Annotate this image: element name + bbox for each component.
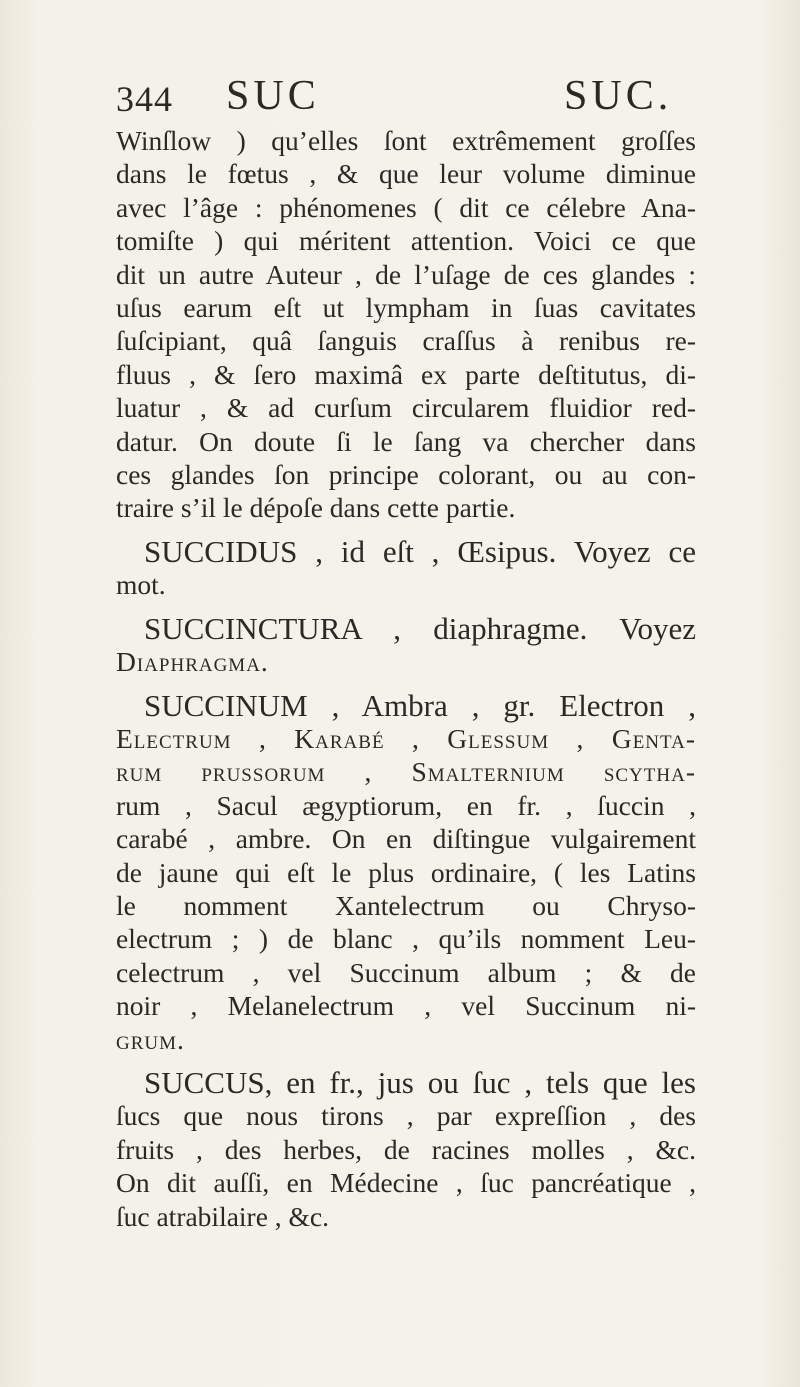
text-line: ces glandes ſon principe colorant, ou au con- [116,459,696,491]
text-line: celectrum , vel Succinum album ; & de [116,956,696,988]
text-line: dit un autre Auteur , de l’uſage de ces glandes : [116,258,696,290]
entry-succinctura [116,612,696,679]
text-line: luatur , & ad curſum circularem fluidior red- [116,392,696,424]
text-line: Diaphragma. [116,646,269,678]
text-line: fruits , des herbes, de racines molles , &c. [116,1133,696,1165]
paragraph-continuation [116,124,696,525]
text-line: fluus , & ſero maximâ ex parte deſtitutus, di- [116,358,696,390]
entry-succinum [116,689,696,1056]
page-number: 344 [116,79,173,119]
entry-headword-line: SUCCUS, en fr., jus ou ſuc , tels que les [144,1064,696,1100]
entry-headword-line: SUCCINUM , Ambra , gr. Electron , [144,687,696,723]
text-line: rum , Sacul ægyptiorum, en fr. , ſuccin , [116,789,696,821]
text-line: uſus earum eſt ut lympham in ſuas cavitates [116,292,696,324]
text-line: carabé , ambre. On en diſtingue vulgairement [116,823,696,855]
text-line: datur. On doute ſi le ſang va chercher dans [116,425,696,457]
entry-headword-line: SUCCINCTURA , diaphragme. Voyez [144,610,696,646]
text-line: Winſlow ) qu’elles ſont extrêmement groſſes [116,125,696,156]
text-line: de jaune qui eſt le plus ordinaire, ( les Latins [116,856,696,888]
entry-succidus [116,535,696,602]
text-line: tomiſte ) qui méritent attention. Voici ce que [116,225,696,257]
text-line: traire s’il le dépoſe dans cette partie. [116,492,516,524]
running-head-right: SUC. [564,73,673,119]
running-head-left: SUC [226,73,320,119]
text-line: le nomment Xantelectrum ou Chryso- [116,889,696,921]
text-line: ſucs que nous tirons , par expreſſion , des [116,1100,696,1132]
text-line: grum. [116,1023,185,1055]
text-line: avec l’âge : phénomenes ( dit ce célebre Ana- [116,191,696,223]
page-body [116,124,696,1233]
text-line: noir , Melanelectrum , vel Succinum ni- [116,990,696,1022]
text-line: On dit auſſi, en Médecine , ſuc pancréatique , [116,1167,696,1199]
text-line: electrum ; ) de blanc , qu’ils nomment Leu- [116,923,696,955]
running-header [116,72,673,119]
text-line: mot. [116,569,166,601]
text-line: dans le fœtus , & que leur volume diminue [116,158,696,190]
text-line: Electrum , Karabé , Glessum , Genta- [116,722,696,754]
entry-headword-line: SUCCIDUS , id eſt , Œsipus. Voyez ce [144,533,696,569]
text-line: ſuc atrabilaire , &c. [116,1200,330,1232]
text-line: ſuſcipiant, quâ ſanguis craſſus à renibus re- [116,325,696,357]
entry-succus [116,1066,696,1233]
text-line: rum prussorum , Smalternium scytha- [116,756,696,788]
